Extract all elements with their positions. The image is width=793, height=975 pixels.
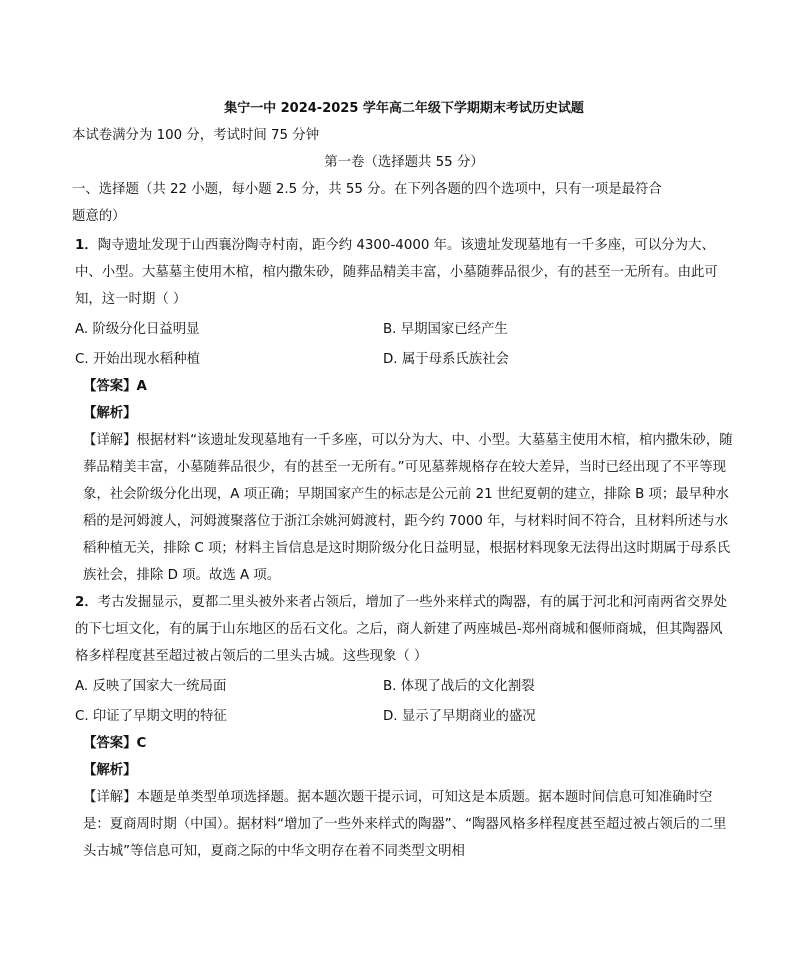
document-content [72, 95, 733, 865]
options-row [75, 316, 733, 343]
options-row [75, 346, 733, 373]
analysis-label: 【解析】 [83, 763, 137, 778]
option-b: B. 体现了战后的文化割裂 [383, 679, 535, 694]
question-text: 考古发掘显示，夏都二里头被外来者占领后，增加了一些外来样式的陶器，有的属于河北和河南两省交界处的下七垣文化，有的属于山东地区的岳石文化。之后，商人新建了两座城邑-郑州商城和偃师商城，但其陶器风格多样程度甚至超过被占领后的二里头古城。这些现象（ ） [75, 595, 728, 664]
answer-label: 【答案】C [83, 736, 147, 751]
section-instruction: 一、选择题（共 22 小题，每小题 2.5 分，共 55 分。在下列各题的四个选项中，只有一项是最符合题意的） [72, 182, 662, 224]
question-stem [75, 232, 733, 313]
option-d: D. 属于母系氏族社会 [383, 352, 509, 367]
question-stem [75, 589, 733, 670]
exam-title: 集宁一中 2024-2025 学年高二年级下学期期末考试历史试题 [224, 101, 584, 116]
question-number: 1． [75, 238, 98, 253]
question-number: 2． [75, 595, 98, 610]
section-heading: 第一卷（选择题共 55 分） [324, 155, 484, 170]
question-text: 陶寺遗址发现于山西襄汾陶寺村南，距今约 4300-4000 年。该遗址发现墓地有一千多座，可以分为大、中、小型。大墓墓主使用木棺，棺内撒朱砂，随葬品精美丰富，小墓随葬品很少，有的甚至一无所有。由此可知，这一时期（ ） [75, 238, 718, 307]
analysis-label: 【解析】 [83, 406, 137, 421]
options-row [75, 673, 733, 700]
option-c: C. 印证了早期文明的特征 [75, 709, 227, 724]
answer-label: 【答案】A [83, 379, 147, 394]
exam-info: 本试卷满分为 100 分，考试时间 75 分钟 [72, 128, 320, 143]
option-d: D. 显示了早期商业的盛况 [383, 709, 536, 724]
options-row [75, 703, 733, 730]
option-a: A. 反映了国家大一统局面 [75, 679, 227, 694]
option-a: A. 阶级分化日益明显 [75, 322, 200, 337]
question-2 [75, 589, 733, 865]
detail-text: 【详解】根据材料“该遗址发现墓地有一千多座，可以分为大、中、小型。大墓墓主使用木棺，棺内撒朱砂，随葬品精美丰富，小墓随葬品很少，有的甚至一无所有。”可见墓葬规格存在较大差异，当时已经出现了不平等现象，社会阶级分化出现，A 项正确；早期国家产生的标志是公元前 21 世纪夏朝的建立，排除 B 项；最早种水稻的是河姆渡人，河姆渡聚落位于浙江余姚河姆渡村，距今约 7000 年，与材料时间不符合，且材料所述与水稻种植无关，排除 C 项；材料主旨信息是这时期阶级分化日益明显，根据材料现象无法得出这时期属于母系氏族社会，排除 D 项。故选 A 项。 [83, 433, 733, 583]
question-1 [75, 232, 733, 589]
option-b: B. 早期国家已经产生 [383, 322, 508, 337]
option-c: C. 开始出现水稻种植 [75, 352, 200, 367]
detail-text: 【详解】本题是单类型单项选择题。据本题次题干提示词，可知这是本质题。据本题时间信息可知准确时空是：夏商周时期（中国）。据材料“增加了一些外来样式的陶器”、“陶器风格多样程度甚至超过被占领后的二里头古城”等信息可知，夏商之际的中华文明存在着不同类型文明相 [83, 790, 727, 859]
